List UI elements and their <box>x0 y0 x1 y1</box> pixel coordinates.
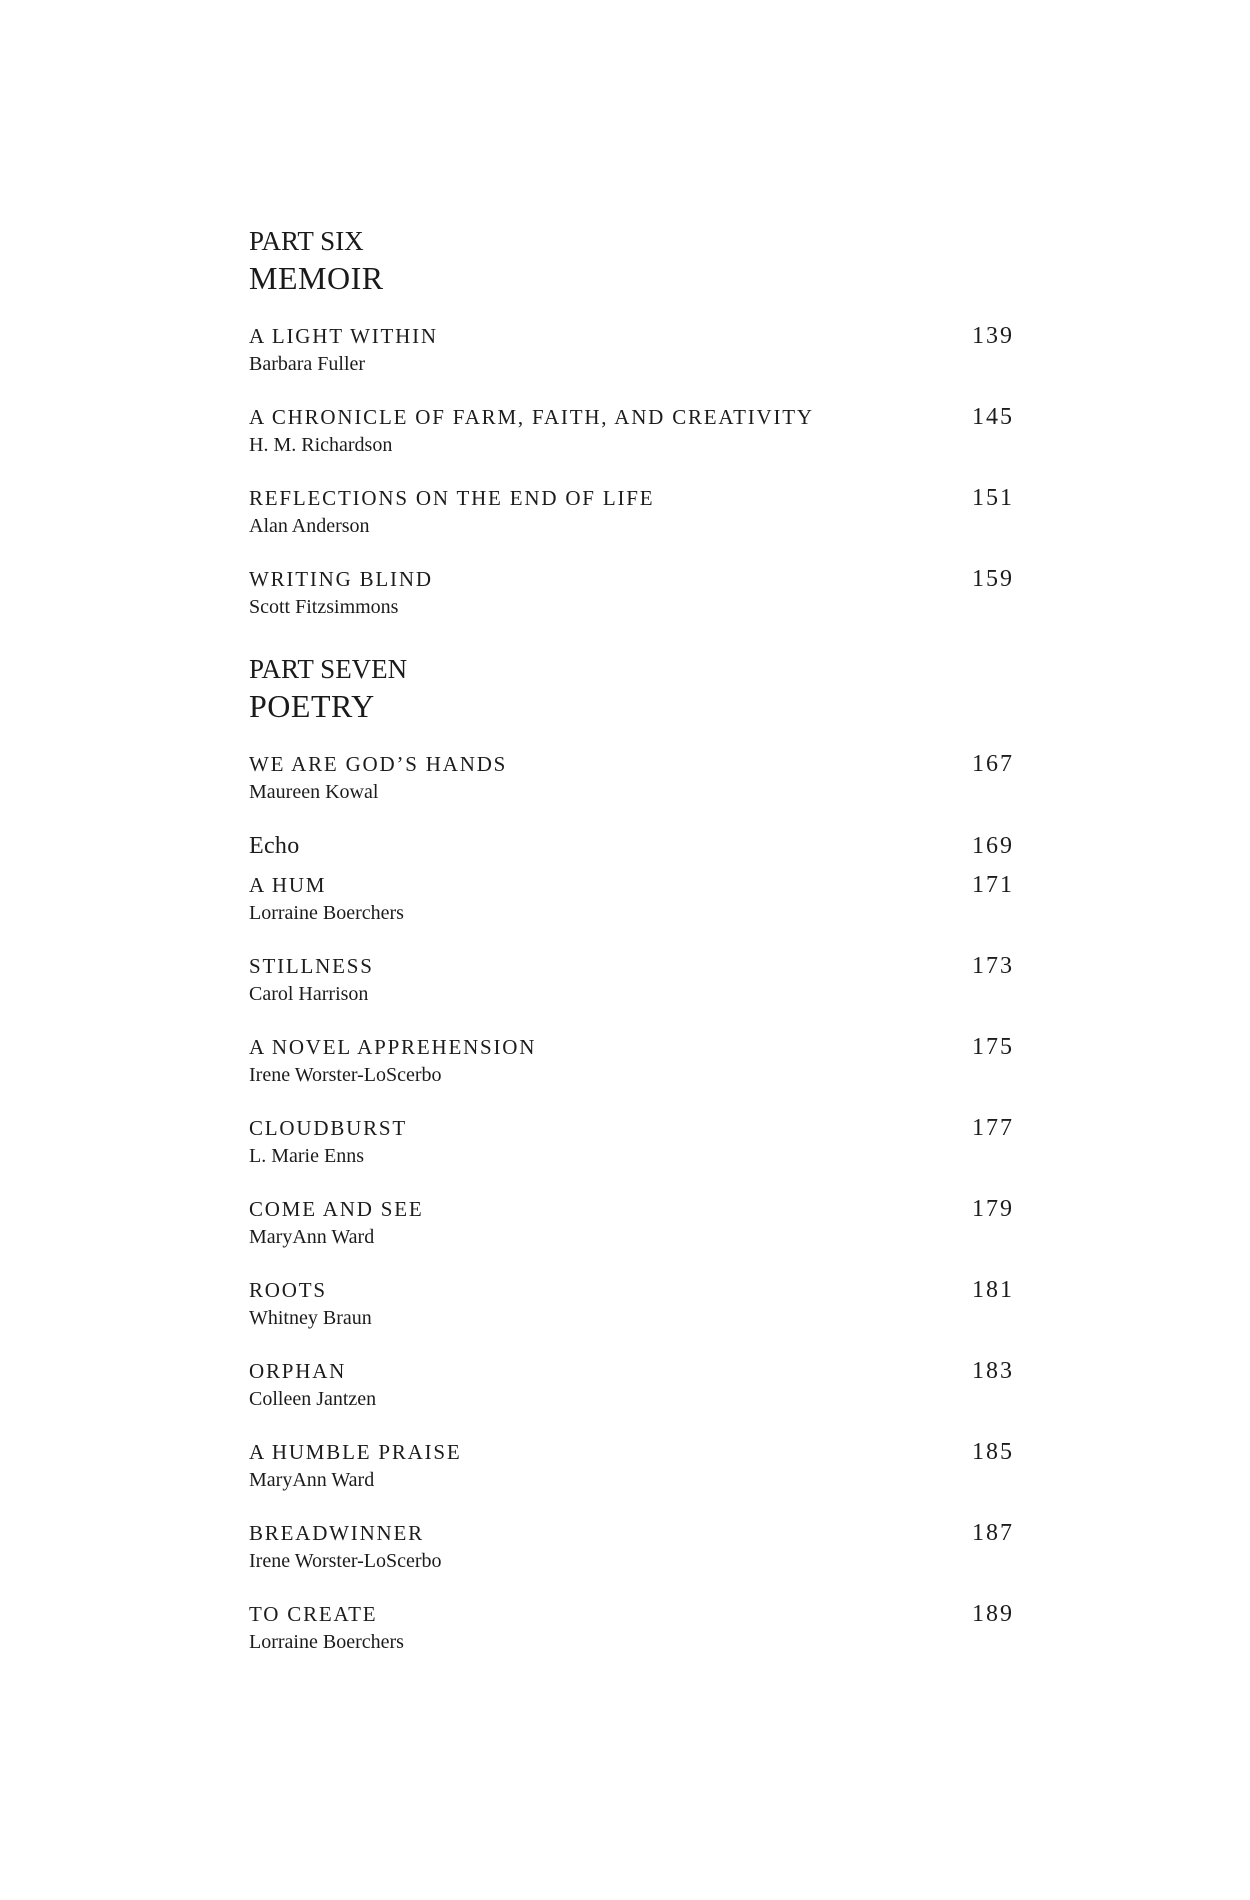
entry-page-number: 159 <box>972 566 1014 592</box>
entry-author: Barbara Fuller <box>249 353 366 375</box>
entry-title: TO CREATE <box>249 1602 378 1626</box>
toc-entry[interactable] <box>249 1033 1014 1089</box>
entry-title: STILLNESS <box>249 954 374 978</box>
entry-author: Scott Fitzsimmons <box>249 596 399 618</box>
section-title: POETRY <box>249 688 375 724</box>
entry-page-number: 169 <box>972 833 1014 859</box>
entry-page-number: 189 <box>972 1601 1014 1627</box>
entry-author: Lorraine Boerchers <box>249 1631 404 1653</box>
entry-page-number: 181 <box>972 1277 1014 1303</box>
entry-title: REFLECTIONS ON THE END OF LIFE <box>249 486 655 510</box>
entry-author: MaryAnn Ward <box>249 1469 375 1491</box>
section-title: MEMOIR <box>249 260 384 296</box>
toc-entry[interactable] <box>249 1114 1014 1170</box>
entry-page-number: 177 <box>972 1115 1014 1141</box>
entry-page-number: 151 <box>972 485 1014 511</box>
entry-page-number: 175 <box>972 1034 1014 1060</box>
entry-title: COME AND SEE <box>249 1197 424 1221</box>
part-label: PART SIX <box>249 226 364 256</box>
entry-title: A NOVEL APPREHENSION <box>249 1035 537 1059</box>
entry-author: Whitney Braun <box>249 1307 372 1329</box>
entry-author: H. M. Richardson <box>249 434 393 456</box>
toc-entry[interactable] <box>249 403 1014 459</box>
entry-title: WE ARE GOD’S HANDS <box>249 752 508 776</box>
entry-page-number: 179 <box>972 1196 1014 1222</box>
entry-author: Alan Anderson <box>249 515 370 537</box>
entry-page-number: 139 <box>972 323 1014 349</box>
entry-title: A LIGHT WITHIN <box>249 324 438 348</box>
entry-title: ORPHAN <box>249 1359 347 1383</box>
entry-author: Irene Worster-LoScerbo <box>249 1064 442 1086</box>
toc-entry[interactable] <box>249 484 1014 540</box>
entry-title: WRITING BLIND <box>249 567 433 591</box>
entry-title: Echo <box>249 833 300 859</box>
entry-author: Irene Worster-LoScerbo <box>249 1550 442 1572</box>
entry-title: BREADWINNER <box>249 1521 424 1545</box>
entry-author: Lorraine Boerchers <box>249 902 404 924</box>
toc-entry[interactable] <box>249 322 1014 378</box>
part-seven-block <box>249 652 1014 1656</box>
entry-page-number: 183 <box>972 1358 1014 1384</box>
toc-entry[interactable] <box>249 1276 1014 1332</box>
entry-title: A HUMBLE PRAISE <box>249 1440 462 1464</box>
entry-title: CLOUDBURST <box>249 1116 408 1140</box>
entry-author: Carol Harrison <box>249 983 369 1005</box>
toc-entry[interactable] <box>249 1195 1014 1251</box>
toc-entry[interactable] <box>249 952 1014 1008</box>
part-six-block <box>249 224 1014 621</box>
entry-page-number: 185 <box>972 1439 1014 1465</box>
toc-entry[interactable] <box>249 565 1014 621</box>
toc-entry[interactable] <box>249 1438 1014 1494</box>
toc-entry[interactable] <box>249 1600 1014 1656</box>
toc-entry[interactable] <box>249 831 1014 861</box>
entry-title: A HUM <box>249 873 327 897</box>
toc-entry[interactable] <box>249 750 1014 806</box>
entry-author: Colleen Jantzen <box>249 1388 377 1410</box>
toc-entry[interactable] <box>249 1357 1014 1413</box>
entry-author: MaryAnn Ward <box>249 1226 375 1248</box>
entry-page-number: 187 <box>972 1520 1014 1546</box>
entry-title: ROOTS <box>249 1278 327 1302</box>
entry-page-number: 173 <box>972 953 1014 979</box>
entry-author: L. Marie Enns <box>249 1145 364 1167</box>
entry-page-number: 171 <box>972 872 1014 898</box>
toc-entry[interactable] <box>249 1519 1014 1575</box>
entry-author: Maureen Kowal <box>249 781 379 803</box>
toc-entry[interactable] <box>249 871 1014 927</box>
table-of-contents <box>249 224 1014 1681</box>
entry-page-number: 145 <box>972 404 1014 430</box>
entry-page-number: 167 <box>972 751 1014 777</box>
entry-title: A CHRONICLE OF FARM, FAITH, AND CREATIVITY <box>249 405 814 429</box>
part-label: PART SEVEN <box>249 654 408 684</box>
